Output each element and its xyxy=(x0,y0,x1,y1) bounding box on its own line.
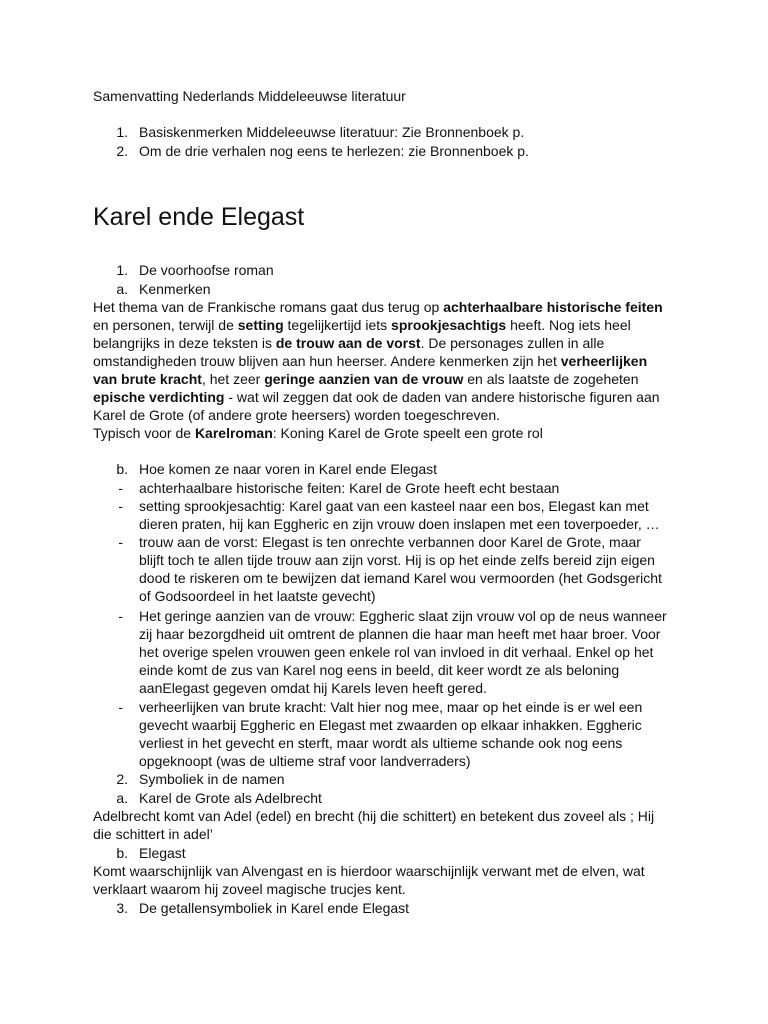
paragraph-line: die schittert in adel’ xyxy=(93,826,213,842)
document-title: Samenvatting Nederlands Middeleeuwse literatuur xyxy=(93,88,406,104)
emphasis-text: setting xyxy=(237,317,284,333)
list-marker: b. xyxy=(116,461,128,477)
subsection-title: Elegast xyxy=(139,845,186,861)
paragraph-line: Komt waarschijnlijk van Alvengast en is hierdoor waarschijnlijk verwant met de elven, wat xyxy=(93,863,645,879)
paragraph-line xyxy=(93,352,647,370)
bullet-line: setting sprookjesachtig: Karel gaat van een kasteel naar een bos, Elegast kan met xyxy=(139,498,649,514)
section-title: Symboliek in de namen xyxy=(139,771,285,787)
paragraph-line: Adelbrecht komt van Adel (edel) en brecht (hij die schittert) en betekent dus zoveel als ; Hij xyxy=(93,808,655,824)
paragraph-line: Karel de Grote (of andere grote heersers) worden toegeschreven. xyxy=(93,407,501,423)
list-marker: b. xyxy=(116,845,128,861)
list-marker: a. xyxy=(116,790,128,806)
paragraph-line xyxy=(93,388,660,406)
bullet-line: gevecht waarbij Eggheric en Elegast met zwaarden op elkaar inhakken. Eggheric xyxy=(139,717,642,733)
bullet-line: trouw aan de vorst: Elegast is ten onrechte verbannen door Karel de Grote, maar xyxy=(139,534,641,550)
section-title: De voorhoofse roman xyxy=(139,262,274,278)
bullet-line: het overige spelen vrouwen geen enkele rol van invloed in dit verhaal. Enkel op het xyxy=(139,644,654,660)
bullet-line: of Godsoordeel in het laatste gevecht) xyxy=(139,588,376,604)
paragraph-line xyxy=(93,424,543,442)
paragraph-line xyxy=(93,334,604,352)
emphasis-text: de trouw aan de vorst xyxy=(275,335,421,351)
text-run: Typisch voor de xyxy=(93,425,195,441)
paragraph-line xyxy=(93,370,639,388)
emphasis-text: van brute kracht xyxy=(93,371,202,387)
list-marker: 1. xyxy=(116,262,128,278)
bullet-line: verheerlijken van brute kracht: Valt hier nog mee, maar op het einde is er wel een xyxy=(139,699,643,715)
subsection-title: Hoe komen ze naar voren in Karel ende Elegast xyxy=(139,461,438,477)
bullet-line: verliest in het gevecht en sterft, maar wordt als ultieme schande ook nog eens xyxy=(139,735,623,751)
text-run: heeft. Nog iets heel xyxy=(506,317,631,333)
list-item: Om de drie verhalen nog eens te herlezen: zie Bronnenboek p. xyxy=(139,143,529,159)
bullet-line: zij haar bezorgdheid uit omtrent de plannen die haar man heeft met haar broer. Voor xyxy=(139,626,661,642)
text-run: . De personages zullen in alle xyxy=(420,335,605,351)
text-run: : Koning Karel de Grote speelt een grote rol xyxy=(272,425,543,441)
list-marker: 3. xyxy=(116,900,128,916)
list-marker: 2. xyxy=(116,771,128,787)
text-run: - wat wil zeggen dat ook de daden van andere historische figuren aan xyxy=(224,389,660,405)
bullet-dash: - xyxy=(118,480,123,496)
list-marker: a. xyxy=(116,281,128,297)
list-marker: 1. xyxy=(116,124,128,140)
emphasis-text: achterhaalbare historische feiten xyxy=(443,299,663,315)
text-run: omstandigheden trouw blijven aan hun heerser. Andere kenmerken zijn het xyxy=(93,353,561,369)
text-run: en als laatste de zogeheten xyxy=(463,371,639,387)
bullet-line: blijft toch te allen tijde trouw aan zijn vorst. Hij is op het einde zelfs bereid zijn eigen xyxy=(139,552,655,568)
bullet-line: achterhaalbare historische feiten: Karel de Grote heeft echt bestaan xyxy=(139,480,560,496)
bullet-dash: - xyxy=(118,608,123,624)
bullet-dash: - xyxy=(118,498,123,514)
bullet-dash: - xyxy=(118,699,123,715)
section-title: De getallensymboliek in Karel ende Elegast xyxy=(139,900,410,916)
text-run: belangrijks in deze teksten is xyxy=(93,335,276,351)
bullet-line: opgeknoopt (was de ultieme straf voor landverraders) xyxy=(139,753,471,769)
list-item: Basiskenmerken Middeleeuwse literatuur: Zie Bronnenboek p. xyxy=(139,124,525,140)
text-run: en personen, terwijl de xyxy=(93,317,238,333)
bullet-line: einde komt de zus van Karel nog eens in beeld, dit keer wordt ze als beloning xyxy=(139,662,620,678)
paragraph-line xyxy=(93,298,663,316)
page-heading: Karel ende Elegast xyxy=(93,203,305,231)
bullet-line: Het geringe aanzien van de vrouw: Eggheric slaat zijn vrouw vol op de neus wanneer xyxy=(139,608,667,624)
emphasis-text: epische verdichting xyxy=(93,389,225,405)
emphasis-text: Karelroman xyxy=(194,425,273,441)
paragraph-line xyxy=(93,316,631,334)
bullet-dash: - xyxy=(118,534,123,550)
paragraph-line: verklaart waarom hij zoveel magische trucjes kent. xyxy=(93,881,406,897)
subsection-title: Karel de Grote als Adelbrecht xyxy=(139,790,322,806)
list-marker: 2. xyxy=(116,143,128,159)
emphasis-text: geringe aanzien van de vrouw xyxy=(264,371,464,387)
emphasis-text: verheerlijken xyxy=(560,353,648,369)
text-run: tegelijkertijd iets xyxy=(283,317,392,333)
text-run: , het zeer xyxy=(201,371,265,387)
emphasis-text: sprookjesachtigs xyxy=(391,317,507,333)
bullet-line: dieren praten, hij kan Eggheric en zijn vrouw doen inslapen met een toverpoeder, … xyxy=(139,516,660,532)
bullet-line: dood te riskeren om te bewijzen dat iemand Karel wou vermoorden (het Godsgericht xyxy=(139,570,662,586)
bullet-line: aanElegast gegeven omdat hij Karels leven heeft gered. xyxy=(139,680,487,696)
text-run: Het thema van de Frankische romans gaat dus terug op xyxy=(93,299,444,315)
subsection-title: Kenmerken xyxy=(139,281,211,297)
